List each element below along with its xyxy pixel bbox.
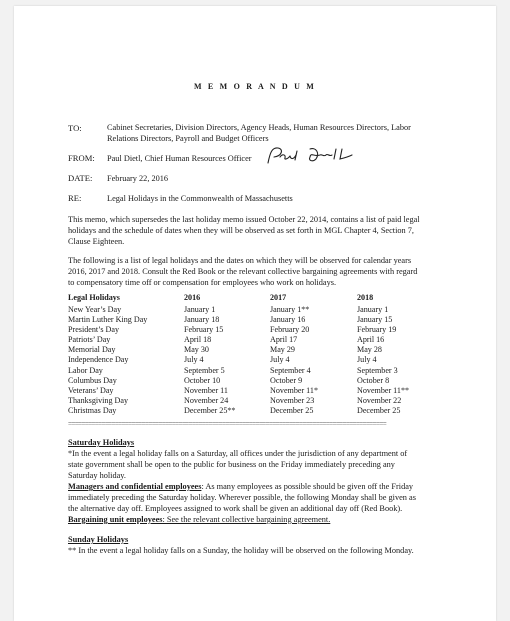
holiday-name: New Year’s Day: [68, 305, 122, 314]
date-2016: April 18: [184, 335, 212, 345]
holiday-name: Veterans’ Day: [68, 385, 114, 395]
date-2018: September 3: [357, 365, 398, 375]
table-row: [68, 355, 418, 365]
header-2017: 2017: [270, 293, 287, 302]
double-rule-separator: ===============================================================================================: [68, 422, 387, 426]
para2-line-1: The following is a list of legal holidays and the dates on which they will be observed for calendar years: [68, 256, 412, 265]
date-2016: October 10: [184, 375, 221, 385]
re-value: Legal Holidays in the Commonwealth of Massachusetts: [107, 194, 293, 203]
managers-label: Managers and confidential employees: [68, 482, 202, 491]
date-2018: May 28: [357, 345, 382, 355]
header-2016: 2016: [184, 293, 201, 302]
date-2018: November 11**: [357, 385, 410, 395]
date-2016: December 25**: [184, 405, 236, 415]
date-2018: January 15: [357, 315, 393, 325]
table-row: [68, 386, 418, 396]
para1-line-1: This memo, which supersedes the last holiday memo issued October 22, 2014, contains a list of paid legal: [68, 215, 420, 224]
header-holidays: Legal Holidays: [68, 293, 120, 302]
table-row: [68, 325, 418, 335]
managers-line-1: [68, 481, 448, 492]
date-label: DATE:: [68, 173, 93, 183]
managers-text: : As many employees as possible should be given off the Friday: [201, 482, 414, 491]
managers-line-2: immediately preceding the Saturday holiday. Wherever possible, the following Monday shall be given as: [68, 493, 416, 502]
from-label: FROM:: [68, 153, 95, 163]
date-2016: July 4: [184, 355, 204, 365]
table-header-row: [68, 293, 418, 305]
date-2017: January 1**: [270, 305, 310, 314]
saturday-line-2: state government shall be open to the public for business on the Friday immediately preceding any: [68, 460, 395, 469]
table-row: [68, 366, 418, 376]
holiday-name: Thanksgiving Day: [68, 395, 129, 405]
date-2018: February 19: [357, 325, 397, 335]
date-2017: December 25: [270, 405, 314, 415]
date-2018: December 25: [357, 405, 401, 415]
date-2016: May 30: [184, 345, 209, 355]
table-row: [68, 406, 418, 416]
date-2016: November 11: [184, 385, 228, 395]
para1-line-3: Clause Eighteen.: [68, 237, 125, 246]
sunday-line-1: ** In the event a legal holiday falls on a Sunday, the holiday will be observed on the following Monday.: [68, 546, 414, 555]
date-2017: September 4: [270, 365, 311, 375]
holiday-name: Labor Day: [68, 365, 103, 375]
para2-line-3: to compensatory time off or compensation for employees who work on holidays.: [68, 278, 337, 287]
date-2016: February 15: [184, 325, 224, 335]
to-line-1: Cabinet Secretaries, Division Directors, Agency Heads, Human Resources Directors, Labor: [107, 123, 411, 132]
holiday-name: Martin Luther King Day: [68, 315, 148, 325]
bargaining-label: Bargaining unit employees: [68, 515, 163, 524]
to-label: TO:: [68, 123, 82, 133]
holiday-name: President’s Day: [68, 325, 120, 335]
managers-line-3: the alternative day off. Employees assigned to work shall be given an additional day off (Red Book).: [68, 504, 403, 513]
from-value: Paul Dietl, Chief Human Resources Officer: [107, 154, 252, 163]
table-row: [68, 335, 418, 345]
date-2017: October 9: [270, 375, 303, 385]
table-row: [68, 396, 418, 406]
date-2018: November 22: [357, 395, 402, 405]
saturday-line-1: *In the event a legal holiday falls on a Saturday, all offices under the jurisdiction of any department of: [68, 449, 408, 458]
holiday-name: Patriots’ Day: [68, 335, 111, 345]
bargaining-text: : See the relevant collective bargaining agreement.: [162, 515, 331, 524]
signature-image: [264, 143, 374, 169]
date-2018: July 4: [357, 355, 377, 365]
date-2018: April 16: [357, 335, 385, 345]
date-2017: July 4: [270, 355, 290, 365]
date-2017: November 23: [270, 395, 315, 405]
date-2017: April 17: [270, 335, 298, 345]
to-line-2: Relations Directors, Payroll and Budget Officers: [107, 134, 269, 143]
date-2016: September 5: [184, 365, 225, 375]
header-2018: 2018: [357, 293, 374, 302]
table-row: [68, 345, 418, 355]
saturday-heading: Saturday Holidays: [68, 438, 135, 447]
holiday-table: [68, 293, 418, 416]
date-2018: January 1: [357, 305, 389, 314]
holiday-name: Columbus Day: [68, 375, 117, 385]
date-2017: November 11*: [270, 385, 319, 395]
date-2016: January 18: [184, 315, 220, 325]
date-2017: May 29: [270, 345, 295, 355]
holiday-name: Christmas Day: [68, 405, 117, 415]
table-row: [68, 305, 418, 315]
date-2017: February 20: [270, 325, 310, 335]
sunday-heading: Sunday Holidays: [68, 535, 129, 544]
para2-line-2: 2016, 2017 and 2018. Consult the Red Book or the relevant collective bargaining agreements with regard: [68, 267, 418, 276]
bargaining-line: [68, 514, 448, 525]
holiday-name: Independence Day: [68, 355, 129, 365]
saturday-line-3: Saturday holiday.: [68, 471, 126, 480]
date-2017: January 16: [270, 315, 306, 325]
table-row: [68, 315, 418, 325]
holiday-name: Memorial Day: [68, 345, 116, 355]
re-label: RE:: [68, 193, 82, 203]
table-row: [68, 376, 418, 386]
para1-line-2: holidays and the schedule of dates when they will be observed as set forth in MGL Chapter 4, Section 7,: [68, 226, 415, 235]
date-2016: January 1: [184, 305, 216, 314]
date-value: February 22, 2016: [107, 174, 169, 183]
memo-page: [14, 6, 496, 621]
date-2016: November 24: [184, 395, 229, 405]
memo-title: M E M O R A N D U M: [193, 82, 316, 91]
date-2018: October 8: [357, 375, 390, 385]
